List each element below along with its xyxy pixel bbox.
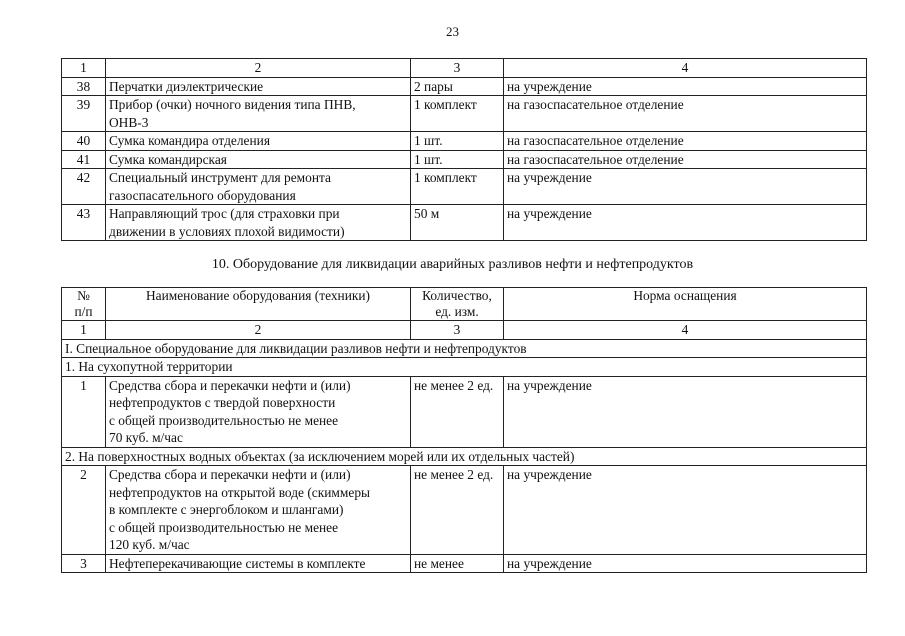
- item-quantity: 1 шт.: [411, 150, 504, 169]
- equipment-table-continued: [61, 58, 867, 241]
- section-title: 10. Оборудование для ликвидации аварийных разливов нефти и нефтепродуктов: [211, 257, 694, 272]
- item-name: Направляющий трос (для страховки при движении в условиях плохой видимости): [106, 205, 411, 241]
- item-quantity: не менее 2 ед.: [411, 376, 504, 447]
- item-name: Средства сбора и перекачки нефти и (или) нефтепродуктов с твердой поверхности с общей производительностью не менее 70 куб. м/час: [106, 376, 411, 447]
- table-row: [62, 169, 867, 205]
- row-number: 43: [62, 205, 106, 241]
- item-name: Перчатки диэлектрические: [106, 77, 411, 96]
- col-number: 4: [504, 321, 867, 340]
- item-quantity: 2 пары: [411, 77, 504, 96]
- oil-spill-equipment-table: [61, 287, 867, 573]
- header-number: № п/п: [62, 288, 106, 321]
- col-number: 1: [62, 59, 106, 78]
- item-norm: на газоспасательное отделение: [504, 150, 867, 169]
- item-quantity: не менее 2 ед.: [411, 466, 504, 555]
- item-norm: на учреждение: [504, 466, 867, 555]
- item-norm: на газоспасательное отделение: [504, 132, 867, 151]
- table-row: [62, 376, 867, 447]
- item-norm: на учреждение: [504, 205, 867, 241]
- page-number: 23: [446, 24, 459, 39]
- table-row: [62, 466, 867, 555]
- item-quantity: 1 комплект: [411, 169, 504, 205]
- header-row: [62, 288, 867, 321]
- col-number: 2: [106, 321, 411, 340]
- row-number: 2: [62, 466, 106, 555]
- column-number-row: [62, 59, 867, 78]
- subgroup-row: [62, 447, 867, 466]
- item-quantity: 50 м: [411, 205, 504, 241]
- table-row: [62, 77, 867, 96]
- table-row: [62, 96, 867, 132]
- item-name: Сумка командира отделения: [106, 132, 411, 151]
- item-norm: на учреждение: [504, 77, 867, 96]
- item-quantity: 1 шт.: [411, 132, 504, 151]
- item-name: Средства сбора и перекачки нефти и (или) нефтепродуктов на открытой воде (скиммеры в комплекте с энергоблоком и шлангами) с общей производительностью не менее 120 куб. м/час: [106, 466, 411, 555]
- row-number: 1: [62, 376, 106, 447]
- row-number: 3: [62, 554, 106, 573]
- column-number-row: [62, 321, 867, 340]
- header-name: Наименование оборудования (техники): [106, 288, 411, 321]
- item-name: Сумка командирская: [106, 150, 411, 169]
- row-number: 40: [62, 132, 106, 151]
- header-quantity: Количество, ед. изм.: [411, 288, 504, 321]
- subgroup-heading: 2. На поверхностных водных объектах (за исключением морей или их отдельных частей): [62, 447, 867, 466]
- subgroup-heading: 1. На сухопутной территории: [62, 358, 867, 377]
- row-number: 38: [62, 77, 106, 96]
- group-row: [62, 339, 867, 358]
- item-quantity: 1 комплект: [411, 96, 504, 132]
- table-row: [62, 132, 867, 151]
- table-row: [62, 150, 867, 169]
- item-norm: на учреждение: [504, 169, 867, 205]
- table-row: [62, 205, 867, 241]
- item-name: Специальный инструмент для ремонта газоспасательного оборудования: [106, 169, 411, 205]
- item-norm: на учреждение: [504, 376, 867, 447]
- col-number: 2: [106, 59, 411, 78]
- table-row: [62, 554, 867, 573]
- item-norm: на газоспасательное отделение: [504, 96, 867, 132]
- col-number: 3: [411, 59, 504, 78]
- row-number: 39: [62, 96, 106, 132]
- row-number: 41: [62, 150, 106, 169]
- item-quantity: не менее: [411, 554, 504, 573]
- col-number: 4: [504, 59, 867, 78]
- item-norm: на учреждение: [504, 554, 867, 573]
- subgroup-row: [62, 358, 867, 377]
- header-norm: Норма оснащения: [504, 288, 867, 321]
- col-number: 1: [62, 321, 106, 340]
- row-number: 42: [62, 169, 106, 205]
- col-number: 3: [411, 321, 504, 340]
- group-heading: I. Специальное оборудование для ликвидации разливов нефти и нефтепродуктов: [62, 339, 867, 358]
- item-name: Нефтеперекачивающие системы в комплекте: [106, 554, 411, 573]
- item-name: Прибор (очки) ночного видения типа ПНВ, ОНВ-3: [106, 96, 411, 132]
